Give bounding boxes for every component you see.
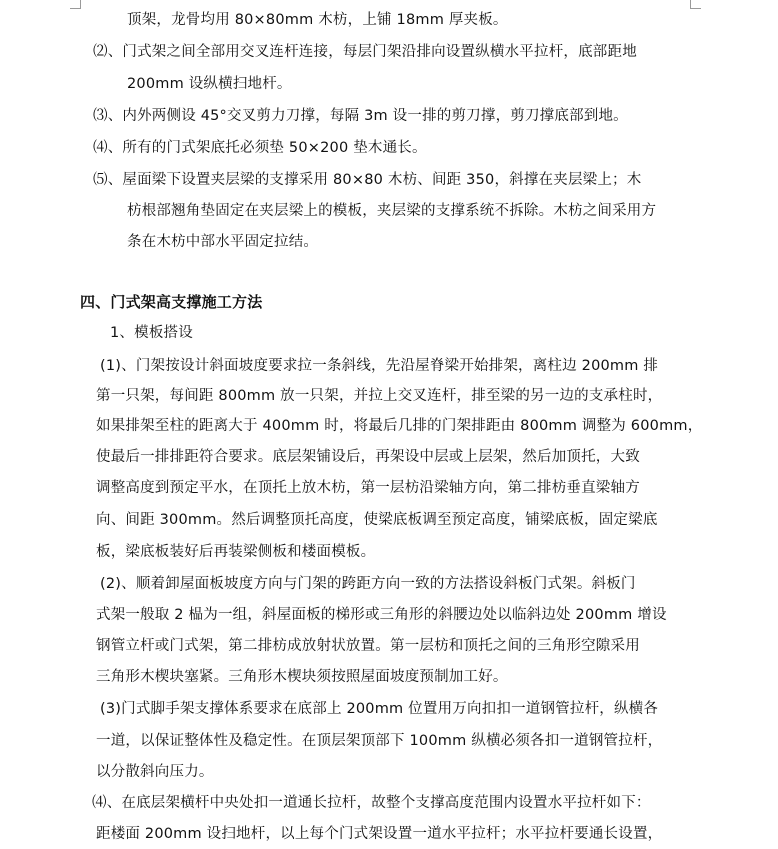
paragraph-3-line: 一道，以保证整体性及稳定性。在顶层架顶部下 100mm 纵横必须各扣一道钢管拉杆， [96,733,663,749]
text-line: 条在木枋中部水平固定拉结。 [127,234,319,250]
paragraph-3-line: (3)门式脚手架支撑体系要求在底部上 200mm 位置用万向扣扣一道钢管拉杆，纵横各 [100,701,659,717]
text-line: 枋根部翘角垫固定在夹层梁上的模板，夹层梁的支撑系统不拆除。木枋之间采用方 [127,203,657,219]
paragraph-2-line: (2)、顺着卸屋面板坡度方向与门架的跨距方向一致的方法搭设斜板门式架。斜板门 [100,576,636,592]
paragraph-1-line: 第一只架，每间距 800mm 放一只架，并拉上交叉连杆，排至梁的另一边的支承柱时， [96,388,663,404]
paragraph-2-line: 钢管立杆或门式架，第二排枋成放射状放置。第一层枋和顶托之间的三角形空隙采用 [96,638,640,654]
page-corner-mark-right [690,0,701,9]
list-item-2: ⑵、门式架之间全部用交叉连杆连接，每层门架沿排向设置纵横水平拉杆，底部距地 [93,44,637,60]
page-corner-mark-left [70,0,81,9]
list-item-3: ⑶、内外两侧设 45°交叉剪力刀撑，每隔 3m 设一排的剪刀撑，剪刀撑底部到地。 [93,108,628,124]
paragraph-1-line: 向、间距 300mm。然后调整顶托高度，使梁底板调至预定高度，铺梁底板，固定梁底 [96,512,658,528]
list-item-4: ⑷、所有的门式架底托必须垫 50×200 垫木通长。 [93,140,427,156]
paragraph-1-line: 使最后一排排距符合要求。底层架铺设后，再架设中层或上层架，然后加顶托，大致 [96,449,640,465]
paragraph-1-line: 板，梁底板装好后再装梁侧板和楼面模板。 [96,544,376,560]
paragraph-3-line: 以分散斜向压力。 [96,764,214,780]
subsection-heading: 1、模板搭设 [110,325,193,341]
section-heading: 四、门式架高支撑施工方法 [80,293,263,311]
text-line: 顶架，龙骨均用 80×80mm 木枋，上铺 18mm 厚夹板。 [127,12,508,28]
text-line: 200mm 设纵横扫地杆。 [127,76,292,92]
paragraph-2-line: 式架一般取 2 榀为一组，斜屋面板的梯形或三角形的斜腰边处以临斜边处 200mm 增设 [96,607,667,623]
paragraph-1-line: 调整高度到预定平水，在顶托上放木枋，第一层枋沿梁轴方向，第二排枋垂直梁轴方 [96,480,640,496]
paragraph-2-line: 三角形木楔块塞紧。三角形木楔块须按照屋面坡度预制加工好。 [96,669,508,685]
list-item-5: ⑸、屋面梁下设置夹层梁的支撑采用 80×80 木枋、间距 350，斜撑在夹层梁上；木 [93,172,642,188]
paragraph-1-line: (1)、门架按设计斜面坡度要求拉一条斜线，先沿屋脊梁开始排架，离柱边 200mm 排 [100,358,659,374]
paragraph-4-line: 距楼面 200mm 设扫地杆，以上每个门式架设置一道水平拉杆；水平拉杆要通长设置， [96,826,663,842]
paragraph-1-line: 如果排架至柱的距离大于 400mm 时，将最后几排的门架排距由 800mm 调整为 600mm， [96,418,703,434]
paragraph-4-line: ⑷、在底层架横杆中央处扣一道通长拉杆，故整个支撑高度范围内设置水平拉杆如下： [92,795,651,811]
